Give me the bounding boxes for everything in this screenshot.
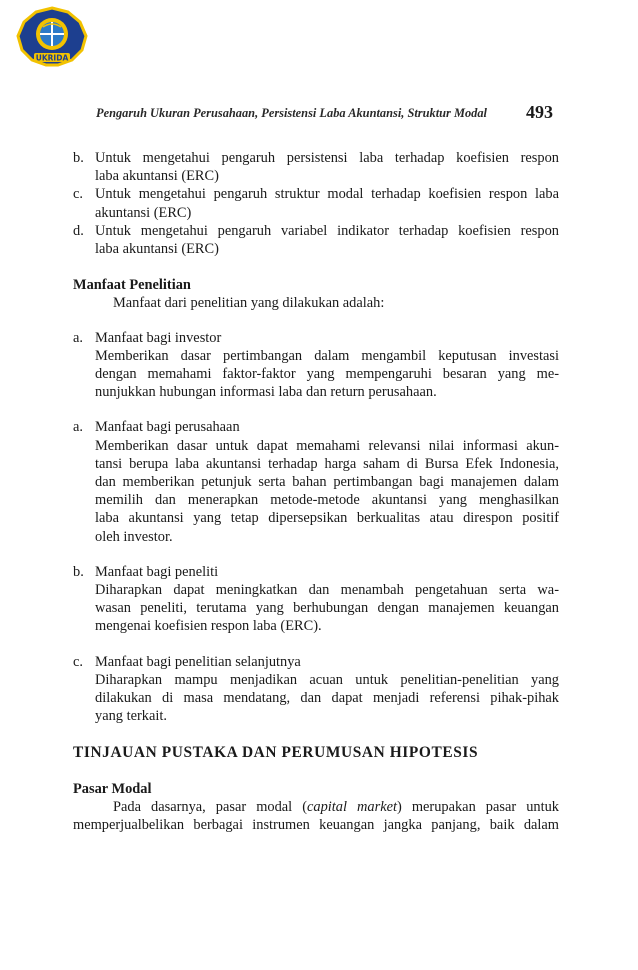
paragraph-line: memperjualbelikan berbagai instrumen keuangan jangka panjang, baik dalam (73, 817, 559, 834)
section-heading: Manfaat Penelitian (73, 277, 191, 294)
list-item: b. Untuk mengetahui pengaruh persistensi laba terhadap koefisien respon laba akuntansi (ERC) (73, 150, 559, 185)
list-item: b. Manfaat bagi peneliti Diharapkan dapat meningkatkan dan menambah pengetahuan serta wa- wasan peneliti, terutama yang berhubungan dengan manajemen keuangan mengenai koefisien respon laba (ERC). (73, 563, 559, 635)
list-item: c. Manfaat bagi penelitian selanjutnya Diharapkan mampu menjadikan acuan untuk penelitian-penelitian yang dilakukan di masa mendatang, dan dapat menjadi referensi pihak-pihak yang terkait. (73, 653, 559, 725)
list-item: c. Untuk mengetahui pengaruh struktur modal terhadap koefisien respon laba akuntansi (ERC) (73, 186, 559, 221)
paragraph-line: Pada dasarnya, pasar modal (capital market) merupakan pasar untuk (113, 798, 559, 815)
running-title: Pengaruh Ukuran Perusahaan, Persistensi Laba Akuntansi, Struktur Modal (96, 106, 487, 120)
page-body (73, 149, 559, 834)
ukrida-logo (14, 6, 90, 68)
logo-text: UKRIDA (35, 53, 69, 63)
subsection-heading: Pasar Modal (73, 780, 152, 797)
manfaat-section (73, 276, 559, 725)
list-item: a. Manfaat bagi investor Memberikan dasar pertimbangan dalam mengambil keputusan investasi dengan memahami faktor-faktor yang mempengaruhi besaran yang me- nunjukkan hubungan informasi laba dan return perusahaan. (73, 329, 559, 401)
objectives-list (73, 149, 559, 258)
page-number: 493 (526, 102, 553, 122)
list-item: a. Manfaat bagi perusahaan Memberikan dasar untuk dapat memahami relevansi nilai informasi akun- tansi berupa laba akuntansi terhadap harga saham di Bursa Efek Indonesia, dan memberikan petunjuk serta bahan pertimbangan bagi manajemen dalam memilih dan menerapkan metode-metode akuntansi yang menghasilkan laba akuntansi yang tetap dipersepsikan berkualitas atau direspon positif oleh investor. (73, 419, 559, 545)
running-header (0, 102, 638, 128)
list-item: d. Untuk mengetahui pengaruh variabel indikator terhadap koefisien respon laba akuntansi (ERC) (73, 222, 559, 258)
tinjauan-section (73, 744, 559, 834)
section-title: TINJAUAN PUSTAKA DAN PERUMUSAN HIPOTESIS (73, 744, 479, 762)
section-intro: Manfaat dari penelitian yang dilakukan adalah: (113, 295, 385, 312)
